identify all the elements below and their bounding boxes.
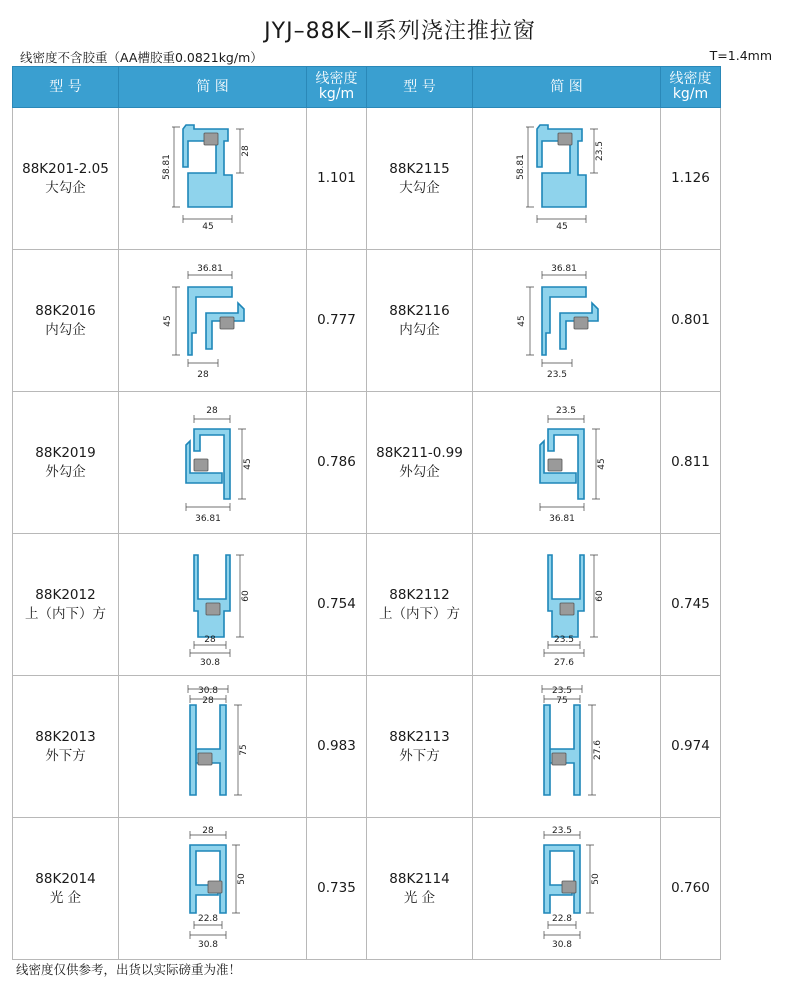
dimension-label: 23.5 <box>551 825 572 836</box>
model-name: 外下方 <box>399 747 440 764</box>
profile-shape <box>544 845 580 913</box>
model-code: 88K2112 <box>389 586 450 603</box>
dimension-label: 45 <box>596 457 607 470</box>
profile-diagram <box>128 683 298 811</box>
dimension-label: 30.8 <box>197 685 218 696</box>
diagram-cell <box>119 534 307 676</box>
model-cell <box>367 392 473 534</box>
model-cell <box>13 534 119 676</box>
density-cell: 1.126 <box>661 108 721 250</box>
table-row <box>13 108 721 250</box>
sealing-strip <box>548 459 562 471</box>
dimension-label: 60 <box>240 589 251 602</box>
model-code: 88K201-2.05 <box>22 160 109 177</box>
dimension-label: 22.8 <box>551 913 572 924</box>
model-name: 外勾企 <box>45 463 86 480</box>
density-cell: 0.974 <box>661 676 721 818</box>
sealing-strip <box>574 317 588 329</box>
dimension-label: 30.8 <box>551 939 572 950</box>
profile-diagram <box>482 825 652 953</box>
table-header-row <box>13 67 721 108</box>
model-code: 88K2114 <box>389 870 450 887</box>
dimension-label: 27.6 <box>553 657 574 668</box>
density-cell: 0.735 <box>307 818 367 960</box>
dimension-label: 23.5 <box>546 369 567 380</box>
dimension-label: 28 <box>201 825 214 836</box>
header-density-text: 线密度 kg/m <box>315 71 358 102</box>
dimension-label: 45 <box>201 221 214 232</box>
footnote: 线密度仅供参考，出货以实际磅重为准！ <box>16 962 242 977</box>
sealing-strip <box>194 459 208 471</box>
dimension-label: 36.81 <box>550 263 577 274</box>
model-name: 上（内下）方 <box>25 605 106 622</box>
header-density-text: 线密度 kg/m <box>669 71 712 102</box>
model-name: 外下方 <box>45 747 86 764</box>
page-title: JYJ–88K–Ⅱ系列浇注推拉窗 <box>264 19 536 44</box>
dimension-label: 45 <box>516 314 527 327</box>
profile-diagram <box>128 541 298 669</box>
model-code: 88K2013 <box>35 728 96 745</box>
dimension-label: 75 <box>555 695 568 706</box>
sealing-strip <box>552 753 566 765</box>
dimension-label: 45 <box>162 314 173 327</box>
dimension-label: 28 <box>205 405 218 416</box>
model-name: 内勾企 <box>45 321 86 338</box>
sealing-strip <box>204 133 218 145</box>
density-cell: 1.101 <box>307 108 367 250</box>
model-code: 88K2016 <box>35 302 96 319</box>
diagram-cell <box>473 108 661 250</box>
model-code: 88K2012 <box>35 586 96 603</box>
profile-shape <box>194 555 230 637</box>
model-cell <box>367 108 473 250</box>
dimension-label: 50 <box>590 872 601 885</box>
profile-diagram <box>128 115 298 243</box>
density-cell: 0.777 <box>307 250 367 392</box>
density-cell: 0.801 <box>661 250 721 392</box>
model-cell <box>367 250 473 392</box>
diagram-cell <box>473 676 661 818</box>
header-density <box>307 67 367 108</box>
dimension-label: 23.5 <box>555 405 576 416</box>
profile-diagram <box>128 399 298 527</box>
sealing-strip <box>220 317 234 329</box>
diagram-cell <box>119 108 307 250</box>
dimension-label: 60 <box>594 589 605 602</box>
model-name: 大勾企 <box>399 179 440 196</box>
dimension-label: 75 <box>238 743 249 756</box>
header-density <box>661 67 721 108</box>
model-cell <box>13 108 119 250</box>
profile-shape <box>544 705 580 795</box>
dimension-label: 45 <box>242 457 253 470</box>
profile-diagram <box>128 257 298 385</box>
table-row <box>13 392 721 534</box>
model-code: 88K2019 <box>35 444 96 461</box>
dimension-label: 28 <box>196 369 209 380</box>
model-name: 光 企 <box>49 889 82 906</box>
header-model: 型 号 <box>367 67 473 108</box>
model-cell <box>13 392 119 534</box>
model-name: 光 企 <box>403 889 436 906</box>
dimension-label: 23.5 <box>551 685 572 696</box>
table-row <box>13 534 721 676</box>
profile-diagram <box>128 825 298 953</box>
model-cell <box>13 818 119 960</box>
diagram-cell <box>119 818 307 960</box>
model-code: 88K211-0.99 <box>376 444 463 461</box>
thickness-note: T=1.4mm <box>709 48 772 63</box>
model-name: 外勾企 <box>399 463 440 480</box>
diagram-cell <box>473 534 661 676</box>
model-cell <box>367 676 473 818</box>
model-code: 88K2116 <box>389 302 450 319</box>
sealing-strip <box>558 133 572 145</box>
model-cell <box>367 534 473 676</box>
density-cell: 0.760 <box>661 818 721 960</box>
profile-diagram <box>482 541 652 669</box>
profile-shape <box>190 845 226 913</box>
table-row <box>13 250 721 392</box>
model-name: 内勾企 <box>399 321 440 338</box>
profile-diagram <box>482 115 652 243</box>
catalog-table <box>12 66 721 960</box>
density-cell: 0.786 <box>307 392 367 534</box>
dimension-label: 58.81 <box>161 153 172 180</box>
model-code: 88K2014 <box>35 870 96 887</box>
profile-shape <box>542 287 598 355</box>
dimension-label: 36.81 <box>548 513 575 524</box>
diagram-cell <box>119 250 307 392</box>
profile-shape <box>548 555 584 637</box>
dimension-label: 58.81 <box>515 153 526 180</box>
diagram-cell <box>473 818 661 960</box>
model-name: 上（内下）方 <box>379 605 460 622</box>
dimension-label: 30.8 <box>197 939 218 950</box>
table-row <box>13 818 721 960</box>
dimension-label: 36.81 <box>194 513 221 524</box>
profile-diagram <box>482 257 652 385</box>
dimension-label: 30.8 <box>199 657 220 668</box>
dimension-label: 27.6 <box>592 739 603 760</box>
density-cell: 0.811 <box>661 392 721 534</box>
profile-diagram <box>482 399 652 527</box>
header-model: 型 号 <box>13 67 119 108</box>
diagram-cell <box>119 676 307 818</box>
header-diagram: 简 图 <box>473 67 661 108</box>
model-cell <box>13 676 119 818</box>
dimension-label: 28 <box>203 634 216 645</box>
sealing-strip <box>208 881 222 893</box>
sealing-strip <box>562 881 576 893</box>
profile-shape <box>188 287 244 355</box>
model-cell <box>13 250 119 392</box>
profile-shape <box>190 705 226 795</box>
dimension-label: 23.5 <box>553 634 574 645</box>
diagram-cell <box>473 392 661 534</box>
dimension-label: 23.5 <box>594 140 605 161</box>
density-cell: 0.983 <box>307 676 367 818</box>
sealing-strip <box>206 603 220 615</box>
dimension-label: 36.81 <box>196 263 223 274</box>
model-code: 88K2113 <box>389 728 450 745</box>
dimension-label: 28 <box>201 695 214 706</box>
diagram-cell <box>119 392 307 534</box>
model-cell <box>367 818 473 960</box>
density-cell: 0.754 <box>307 534 367 676</box>
dimension-label: 22.8 <box>197 913 218 924</box>
sealing-strip <box>198 753 212 765</box>
model-name: 大勾企 <box>45 179 86 196</box>
subtitle: 线密度不含胶重（AA槽胶重0.0821kg/m） <box>20 50 263 65</box>
table-row <box>13 676 721 818</box>
sealing-strip <box>560 603 574 615</box>
dimension-label: 28 <box>240 144 251 157</box>
header-diagram: 简 图 <box>119 67 307 108</box>
dimension-label: 45 <box>555 221 568 232</box>
dimension-label: 50 <box>236 872 247 885</box>
density-cell: 0.745 <box>661 534 721 676</box>
diagram-cell <box>473 250 661 392</box>
model-code: 88K2115 <box>389 160 450 177</box>
profile-diagram <box>482 683 652 811</box>
